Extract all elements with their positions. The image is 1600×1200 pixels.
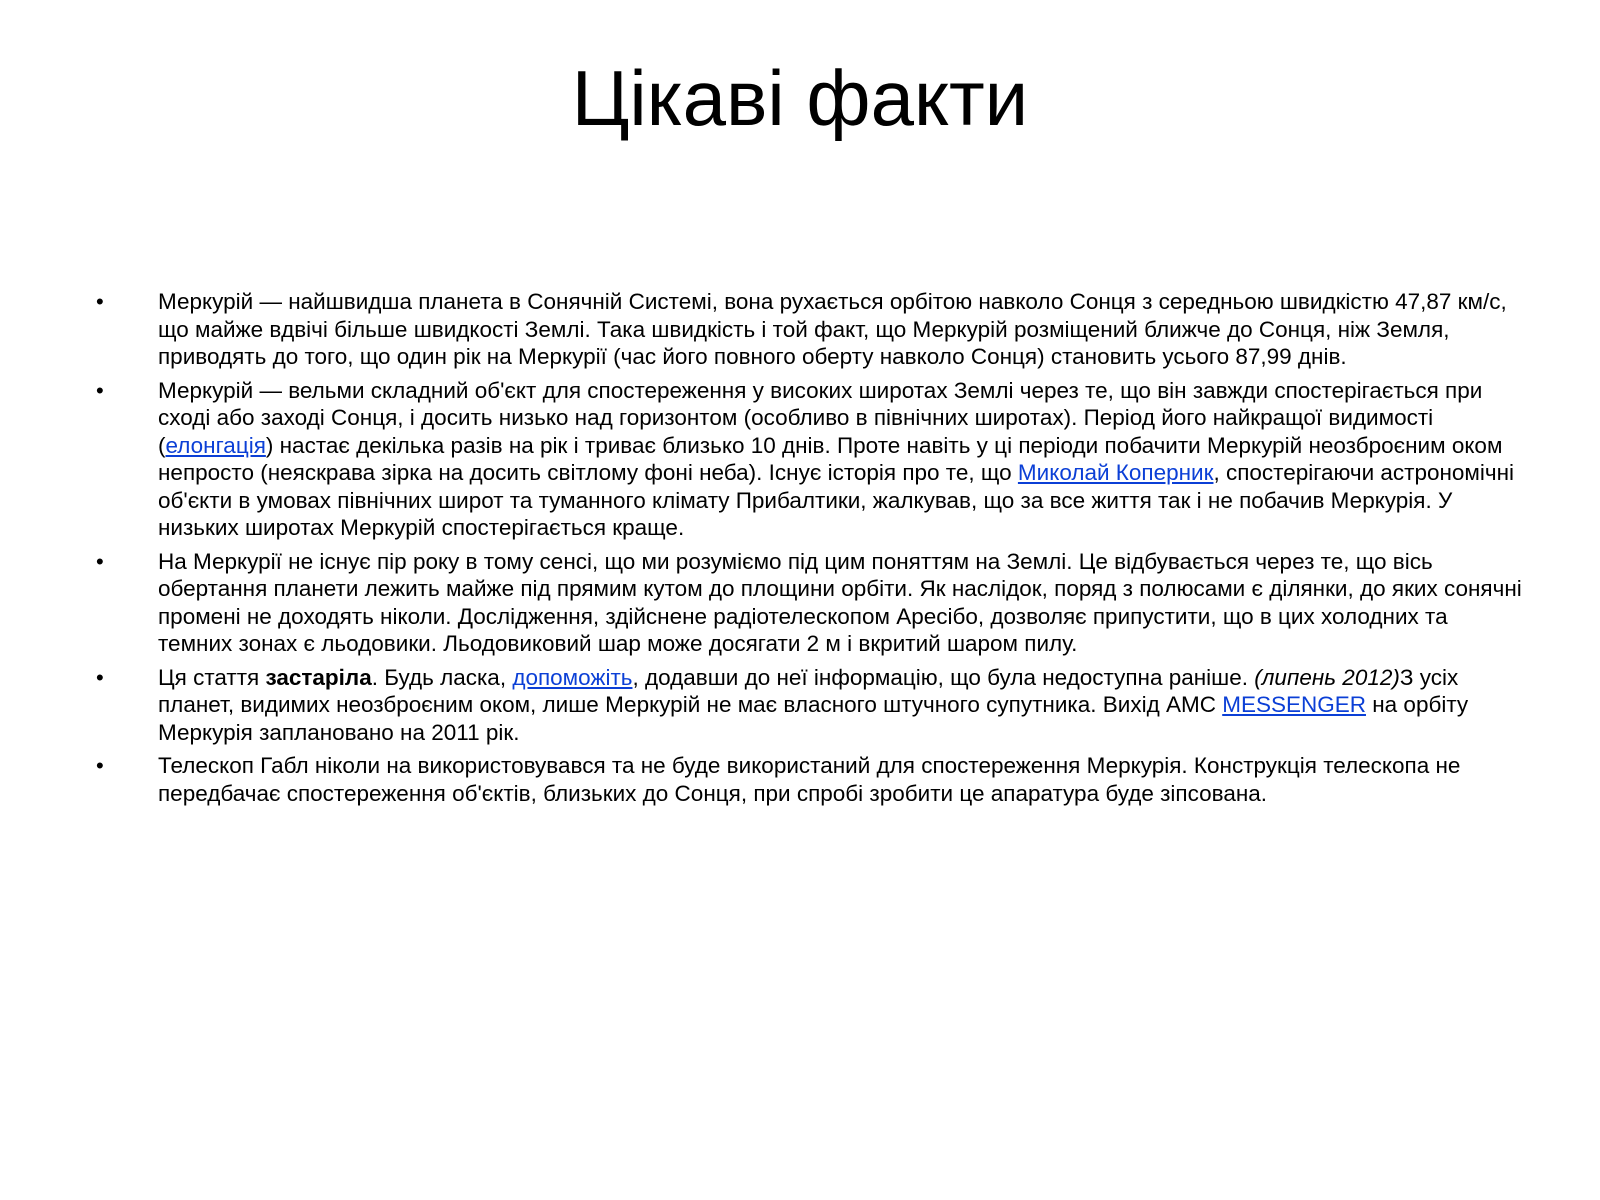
bullet-item-seasons (96, 548, 1526, 658)
bullet-list (96, 288, 1526, 813)
bullet-text: Меркурій — найшвидша планета в Сонячній Системі, вона рухається орбітою навколо Сонця з середньою швидкістю 47,87 км/с, що майже вдвічі більше швидкості Землі. Така швидкість і той факт, що Меркурій розміщений ближче до Сонця, ніж Земля, приводять до того, що один рік на Меркурії (час його повного оберту навколо Сонця) становить усього 87,99 днів. (158, 289, 1507, 369)
bullet-item-satellite (96, 664, 1526, 747)
bullet-item-speed (96, 288, 1526, 371)
bullet-dot-icon: • (96, 664, 104, 690)
bullet-text-part: , додавши до неї інформацію, що була недоступна раніше. (632, 664, 1255, 690)
bullet-dot-icon: • (96, 377, 104, 403)
messenger-link[interactable]: MESSENGER (1222, 692, 1366, 717)
bullet-text-part: Меркурій — вельми складний об'єкт для спостереження у високих широтах Землі через те, що він завжди спостерігається при сході або заході Сонця, і досить низько над горизонтом (особливо в північних широтах). Період його найкращої видимості ( (158, 377, 1483, 458)
bullet-text-part: З усіх планет, видимих неозброєним оком, лише Меркурій не має власного штучного супутника. Вихід АМС (158, 664, 1459, 717)
bullet-text-part: , спостерігаючи астрономічні об'єкти в умовах північних широт та туманного клімату Прибалтики, жалкував, що за все життя так і не побачив Меркурія. У низьких широтах Меркурій спостерігається краще. (158, 460, 1515, 540)
outdated-label: застаріла (265, 664, 372, 690)
copernicus-link[interactable]: Миколай Коперник (1017, 460, 1214, 485)
bullet-item-hubble (96, 752, 1526, 807)
elongation-link[interactable]: елонгація (165, 432, 266, 458)
bullet-text-part: Ця стаття (158, 664, 266, 690)
bullet-text: Телескоп Габл ніколи на використовувався та не буде використаний для спостереження Меркурія. Конструкція телескопа не передбачає спостереження об'єктів, близьких до Сонця, при спробі зробити це апаратура буде зіпсована. (158, 753, 1461, 806)
bullet-dot-icon: • (96, 289, 104, 314)
slide-title: Цікаві факти (571, 54, 1029, 142)
bullet-text-part: ) настає декілька разів на рік і триває близько 10 днів. Проте навіть у ці періоди побачити Меркурій неозброєним оком непросто (неяскрава зірка на досить світлому фоні неба). Існує історія про те, що (158, 432, 1503, 485)
help-link[interactable]: допоможіть (512, 664, 633, 690)
bullet-item-observation (96, 377, 1526, 542)
date-note: (липень 2012) (1254, 664, 1400, 690)
bullet-dot-icon: • (96, 753, 104, 778)
bullet-dot-icon: • (96, 548, 104, 574)
bullet-text: На Меркурії не існує пір року в тому сенсі, що ми розуміємо під цим поняттям на Землі. Це відбувається через те, що вісь обертання планети лежить майже під прямим кутом до площини орбіти. Як наслідок, поряд з полюсами є ділянки, до яких сонячні промені не доходять ніколи. Дослідження, здійснене радіотелескопом Аресібо, дозволяє припустити, що в цих холодних та темних зонах є льодовики. Льодовиковий шар може досягати 2 м і вкритий шаром пилу. (158, 548, 1522, 656)
bullet-text-part: . Будь ласка, (371, 664, 513, 690)
bullet-text-part: на орбіту Меркурія заплановано на 2011 рік. (158, 692, 1469, 745)
